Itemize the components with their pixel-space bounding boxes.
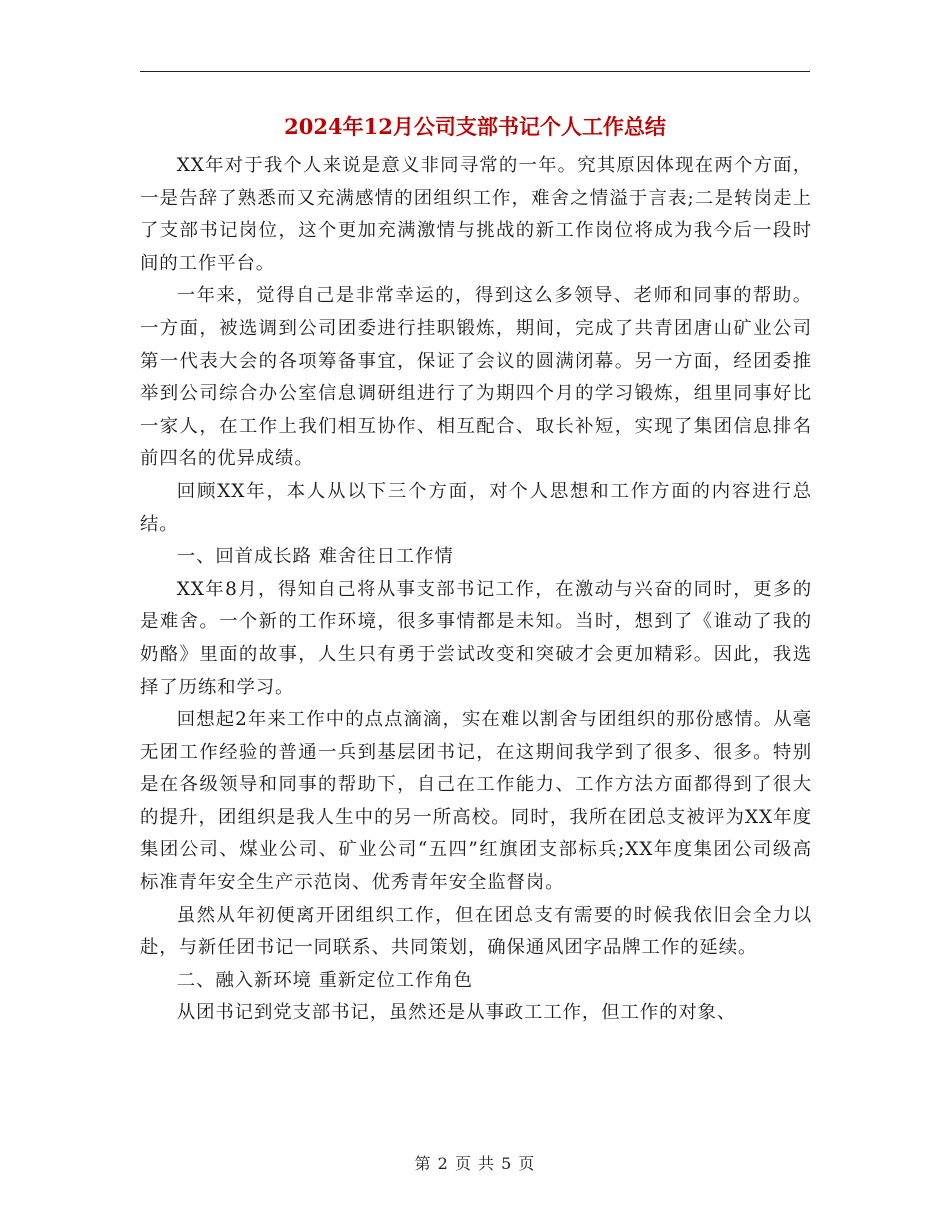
paragraph: 回想起2年来工作中的点点滴滴，实在难以割舍与团组织的那份感情。从毫无团工作经验的普通一兵到基层团书记，在这期间我学到了很多、很多。特别是在各级领导和同事的帮助下，自己在工作能力、工作方法方面都得到了很大的提升，团组织是我人生中的另一所高校。同时，我所在团总支被评为XX年度集团公司、煤业公司、矿业公司“五四”红旗团支部标兵;XX年度集团公司级高标准青年安全生产示范岗、优秀青年安全监督岗。 — [140, 709, 812, 894]
paragraph: XX年对于我个人来说是意义非同寻常的一年。究其原因体现在两个方面，一是告辞了熟悉而又充满感情的团组织工作，难舍之情溢于言表;二是转岗走上了支部书记岗位，这个更加充满激情与挑战的新工作岗位将成为我今后一段时间的工作平台。 — [140, 155, 812, 274]
paragraph: XX年8月，得知自己将从事支部书记工作，在激动与兴奋的同时，更多的是难舍。一个新的工作环境，很多事情都是未知。当时，想到了《谁动了我的奶酪》里面的故事，人生只有勇于尝试改变和突破才会更加精彩。因此，我选择了历练和学习。 — [140, 578, 812, 698]
paragraph: 从团书记到党支部书记，虽然还是从事政工工作，但工作的对象、 — [176, 1002, 737, 1024]
document-title: 2024年12月公司支部书记个人工作总结 — [284, 114, 666, 139]
section-heading: 二、融入新环境 重新定位工作角色 — [176, 969, 473, 991]
section-heading: 一、回首成长路 难舍往日工作情 — [176, 546, 454, 568]
paragraph: 虽然从年初便离开团组织工作，但在团总支有需要的时候我依旧会全力以赴，与新任团书记一同联系、共同策划，确保通风团字品牌工作的延续。 — [140, 904, 812, 959]
document-body — [140, 150, 812, 1030]
header-rule — [140, 71, 810, 72]
paragraph: 一年来，觉得自己是非常幸运的，得到这么多领导、老师和同事的帮助。一方面，被选调到公司团委进行挂职锻炼，期间，完成了共青团唐山矿业公司第一代表大会的各项筹备事宜，保证了会议的圆满闭幕。另一方面，经团委推举到公司综合办公室信息调研组进行了为期四个月的学习锻炼，组里同事好比一家人，在工作上我们相互协作、相互配合、取长补短，实现了集团信息排名前四名的优异成绩。 — [140, 285, 812, 470]
page-number: 第 2 页 共 5 页 — [414, 1154, 536, 1173]
paragraph: 回顾XX年，本人从以下三个方面，对个人思想和工作方面的内容进行总结。 — [140, 480, 812, 535]
